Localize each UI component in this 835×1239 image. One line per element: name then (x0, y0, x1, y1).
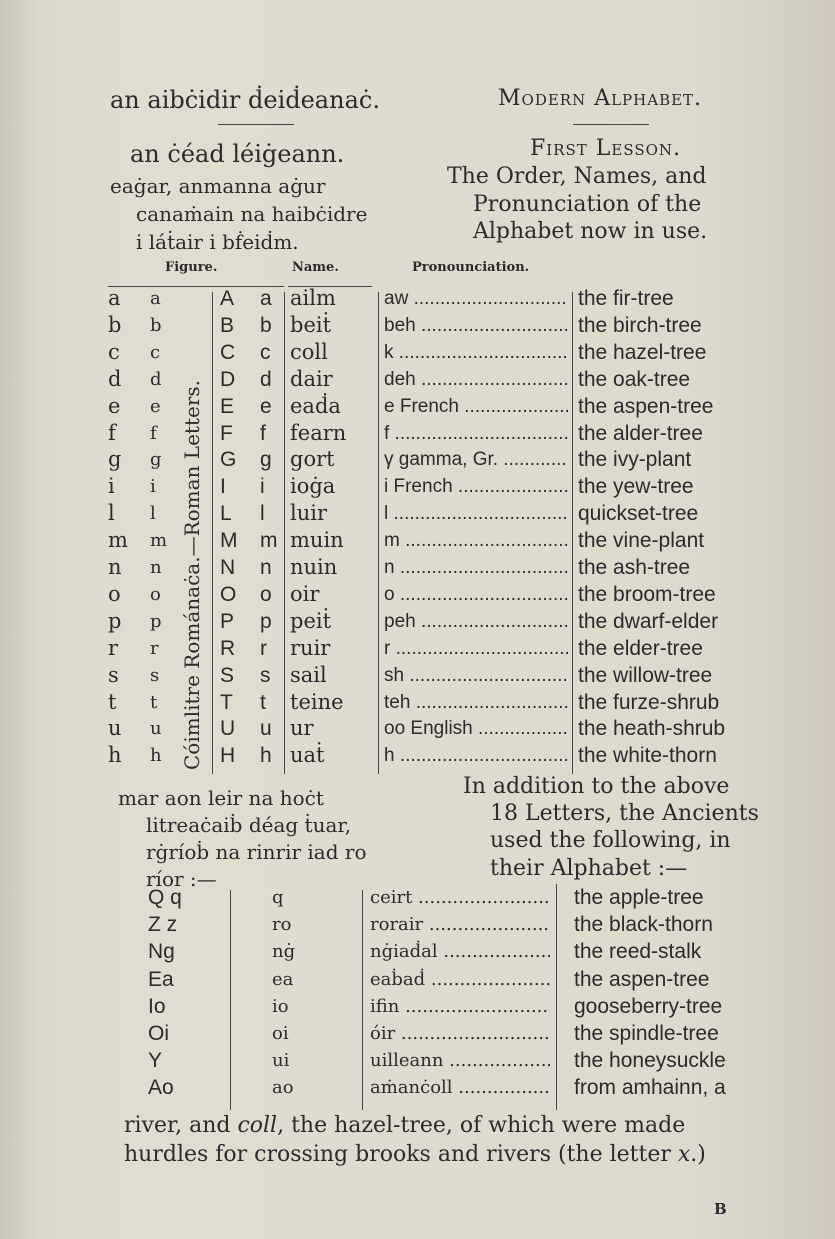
tree-meaning: the ivy-plant (578, 448, 692, 471)
irish-letter-upper: m (108, 528, 128, 552)
roman-lower: t (260, 691, 266, 714)
pronunciation: oo English ..... (384, 715, 568, 742)
tree-meaning: the ash-tree (578, 556, 691, 579)
pronunciation: beh ..... (384, 312, 568, 339)
irish-sub-line-1: eaġar, anmanna aġur (110, 174, 326, 198)
pronunciation: sh ..... (384, 662, 568, 689)
letter-name: gort (290, 447, 335, 471)
roman-lower: l (260, 502, 265, 525)
irish-lesson-heading: an ċéad léiġeann. (130, 140, 345, 168)
irish-title: an aibċidir ḋeiḋeanaċ. (110, 86, 380, 114)
ancient-irish: oi (272, 1023, 289, 1044)
irish-letter-upper: t (108, 690, 117, 714)
ancient-name: ceirt ..... (370, 884, 550, 911)
roman-lower: r (260, 637, 267, 660)
roman-lower: h (260, 744, 272, 767)
ancient-irish: ro (272, 914, 292, 935)
irish-letter-lower: i (150, 476, 156, 497)
letter-name: sail (290, 663, 327, 687)
irish-addition-line-1: mar aon leir na hoċt (118, 786, 324, 810)
irish-letter-lower: p (150, 611, 162, 632)
pronunciation: i French ..... (384, 473, 568, 500)
ancient-tree: the reed-stalk (574, 940, 702, 963)
english-addition-line-2: 18 Letters, the Ancients (490, 801, 759, 826)
roman-lower: s (260, 664, 271, 687)
irish-letter-upper: s (108, 663, 119, 687)
tree-meaning: the vine-plant (578, 529, 705, 552)
irish-letter-upper: i (108, 474, 115, 498)
tree-meaning: the aspen-tree (578, 395, 714, 418)
pronunciation: peh ..... (384, 608, 568, 635)
pronunciation: γ gamma, Gr. ..... (384, 446, 568, 473)
letter-name: coll (290, 340, 328, 364)
english-sub-line-1: The Order, Names, and (447, 164, 707, 189)
header-rule-right (573, 124, 649, 125)
irish-letter-upper: d (108, 367, 122, 391)
roman-upper: S (220, 664, 235, 687)
irish-sub-line-3: i láṫair i bḟeiḋm. (136, 230, 299, 254)
tree-meaning: the furze-shrub (578, 691, 720, 714)
irish-letter-upper: b (108, 313, 122, 337)
ancient-name: rorair ..... (370, 911, 550, 938)
letter-name: oir (290, 582, 320, 606)
ancient-roman: Io (148, 995, 166, 1018)
letter-name: beiṫ (290, 313, 332, 337)
footer-line-2 (124, 1142, 706, 1167)
table-divider-2 (284, 292, 285, 774)
roman-upper: M (220, 529, 238, 552)
tree-meaning: the birch-tree (578, 314, 702, 337)
ancient-irish: ui (272, 1050, 290, 1071)
roman-upper: C (220, 341, 236, 364)
roman-upper: T (220, 691, 233, 714)
name-column-label: Name. (292, 260, 339, 275)
irish-letter-lower: a (150, 288, 161, 309)
tree-meaning: the dwarf-elder (578, 610, 719, 633)
ancient-divider-3 (556, 884, 557, 1110)
roman-lower: p (260, 610, 272, 633)
ancient-name: uilleann ..... (370, 1047, 550, 1074)
roman-upper: U (220, 717, 236, 740)
letter-name: ruir (290, 636, 331, 660)
pronunciation: e French ..... (384, 393, 568, 420)
letter-name: eaḋa (290, 394, 341, 418)
letter-name: luir (290, 501, 327, 525)
roman-lower: g (260, 448, 272, 471)
header-rule-left (218, 124, 294, 125)
irish-letter-lower: f (150, 423, 157, 444)
irish-addition-line-2: litreaċaiḃ déag ṫuar, (146, 813, 352, 837)
ancient-tree: the spindle-tree (574, 1022, 719, 1045)
tree-meaning: the oak-tree (578, 368, 691, 391)
irish-letter-lower: r (150, 638, 159, 659)
letter-name: muin (290, 528, 344, 552)
roman-upper: L (220, 502, 232, 525)
ancient-roman: Ng (148, 940, 175, 963)
footer-line-1-emphasis: coll (237, 1113, 278, 1138)
irish-letter-lower: s (150, 665, 160, 686)
tree-meaning: the yew-tree (578, 475, 694, 498)
pronunciation: teh ..... (384, 689, 568, 716)
english-addition-line-1: In addition to the above (463, 774, 730, 799)
figure-brace (108, 286, 284, 287)
irish-letter-upper: u (108, 716, 122, 740)
irish-letter-lower: n (150, 557, 162, 578)
irish-letter-upper: h (108, 743, 122, 767)
pronunciation: h ..... (384, 742, 568, 769)
roman-letters-vertical-label: Cóimlitre Románaċa.—Roman Letters. (180, 380, 204, 770)
irish-letter-upper: r (108, 636, 119, 660)
tree-meaning: the white-thorn (578, 744, 717, 767)
ancient-roman: Oi (148, 1022, 169, 1045)
letter-name: dair (290, 367, 333, 391)
ancient-roman: Q q (148, 886, 182, 909)
footer-line-2-emphasis: x (677, 1142, 691, 1167)
roman-upper: P (220, 610, 235, 633)
footer-line-2-b: .) (690, 1142, 706, 1167)
english-sub-line-3: Alphabet now in use. (473, 219, 708, 244)
pronunciation: deh ..... (384, 366, 568, 393)
roman-upper: O (220, 583, 237, 606)
irish-letter-upper: n (108, 555, 122, 579)
roman-upper: I (220, 475, 226, 498)
irish-letter-lower: e (150, 396, 161, 417)
roman-lower: b (260, 314, 272, 337)
irish-addition-line-3: rġríoḃ na rinrir iad ro (146, 840, 367, 864)
pronunciation: r ..... (384, 635, 568, 662)
irish-sub-line-2: canaṁain na haibċidre (136, 202, 368, 226)
ancient-irish: ao (272, 1077, 294, 1098)
ancient-name: ifin ..... (370, 993, 550, 1020)
irish-letter-lower: b (150, 315, 162, 336)
ancient-name: óir ..... (370, 1020, 550, 1047)
irish-letter-upper: l (108, 501, 115, 525)
irish-letter-lower: h (150, 745, 162, 766)
irish-letter-lower: g (150, 449, 162, 470)
ancient-roman: Y (148, 1049, 163, 1072)
irish-letter-upper: a (108, 286, 121, 310)
letter-name: peiṫ (290, 609, 332, 633)
ancient-name: eaḃaḋ ..... (370, 966, 550, 993)
footer-line-2-a: hurdles for crossing brooks and rivers (the letter (124, 1142, 678, 1167)
tree-meaning: quickset-tree (578, 502, 699, 525)
roman-lower: m (260, 529, 278, 552)
pronunciation: m ..... (384, 527, 568, 554)
ancient-divider-2 (362, 890, 363, 1110)
ancient-tree: the black-thorn (574, 913, 713, 936)
ancient-tree: gooseberry-tree (574, 995, 723, 1018)
roman-upper: A (220, 287, 235, 310)
irish-letter-upper: c (108, 340, 120, 364)
ancient-tree: the honeysuckle (574, 1049, 726, 1072)
roman-upper: B (220, 314, 235, 337)
irish-addition-line-4: ríor :— (146, 867, 217, 891)
english-lesson-heading: First Lesson. (530, 136, 682, 161)
letter-name: ailm (290, 286, 336, 310)
ancient-tree: the aspen-tree (574, 968, 710, 991)
tree-meaning: the alder-tree (578, 422, 703, 445)
footer-line-1-b: , the hazel-tree, of which were made (277, 1113, 686, 1138)
footer-line-1-a: river, and (124, 1113, 238, 1138)
roman-upper: D (220, 368, 236, 391)
irish-letter-upper: e (108, 394, 121, 418)
ancient-roman: Ea (148, 968, 174, 991)
roman-upper: F (220, 422, 233, 445)
roman-lower: f (260, 422, 266, 445)
irish-letter-lower: u (150, 718, 162, 739)
tree-meaning: the willow-tree (578, 664, 713, 687)
letter-name: nuin (290, 555, 338, 579)
roman-lower: c (260, 341, 271, 364)
ancient-irish: ea (272, 969, 294, 990)
ancient-name: aṁanċoll ..... (370, 1074, 550, 1101)
tree-meaning: the heath-shrub (578, 717, 726, 740)
irish-letter-upper: p (108, 609, 122, 633)
figure-column-label: Figure. (165, 260, 218, 275)
tree-meaning: the broom-tree (578, 583, 716, 606)
roman-lower: u (260, 717, 272, 740)
irish-letter-upper: o (108, 582, 121, 606)
english-sub-line-2: Pronunciation of the (473, 192, 702, 217)
tree-meaning: the fir-tree (578, 287, 674, 310)
roman-lower: o (260, 583, 272, 606)
pronunciation-column-label: Pronounciation. (412, 260, 530, 275)
roman-upper: G (220, 448, 237, 471)
roman-lower: a (260, 287, 272, 310)
roman-lower: n (260, 556, 272, 579)
letter-name: ur (290, 716, 314, 740)
pronunciation: aw ..... (384, 285, 568, 312)
english-addition-line-4: their Alphabet :— (490, 856, 688, 881)
irish-letter-lower: m (150, 530, 168, 551)
pronunciation: l ..... (384, 500, 568, 527)
letter-name: uaṫ (290, 743, 325, 767)
roman-upper: R (220, 637, 236, 660)
tree-meaning: the elder-tree (578, 637, 703, 660)
ancient-irish: io (272, 996, 289, 1017)
pronunciation: n ..... (384, 554, 568, 581)
irish-letter-lower: c (150, 342, 161, 363)
irish-letter-lower: l (150, 503, 156, 524)
letter-name: teine (290, 690, 344, 714)
ancient-divider-1 (230, 890, 231, 1110)
ancient-roman: Z z (148, 913, 178, 936)
english-addition-line-3: used the following, in (490, 828, 731, 853)
ancient-irish: q (272, 887, 284, 908)
roman-upper: H (220, 744, 236, 767)
english-title: Modern Alphabet. (498, 86, 703, 111)
pronunciation: o ..... (384, 581, 568, 608)
irish-letter-upper: f (108, 421, 116, 445)
irish-letter-lower: t (150, 692, 158, 713)
signature-mark: B (714, 1200, 727, 1218)
irish-letter-lower: d (150, 369, 162, 390)
ancient-tree: the apple-tree (574, 886, 704, 909)
roman-lower: d (260, 368, 272, 391)
letter-name: fearn (290, 421, 347, 445)
pronunciation: k ..... (384, 339, 568, 366)
roman-upper: E (220, 395, 235, 418)
roman-lower: i (260, 475, 265, 498)
irish-letter-lower: o (150, 584, 161, 605)
irish-letter-upper: g (108, 447, 122, 471)
footer-line-1 (124, 1113, 685, 1138)
pronunciation: f ..... (384, 420, 568, 447)
roman-lower: e (260, 395, 272, 418)
letter-name: ioġa (290, 474, 336, 498)
table-divider-4 (572, 292, 573, 774)
ancient-roman: Ao (148, 1076, 174, 1099)
tree-meaning: the hazel-tree (578, 341, 707, 364)
table-divider-1 (212, 292, 213, 774)
ancient-tree: from amhainn, a (574, 1076, 726, 1099)
table-divider-3 (378, 292, 379, 774)
ancient-name: nġiaḋal ..... (370, 938, 550, 965)
roman-upper: N (220, 556, 236, 579)
ancient-irish: nġ (272, 941, 296, 962)
